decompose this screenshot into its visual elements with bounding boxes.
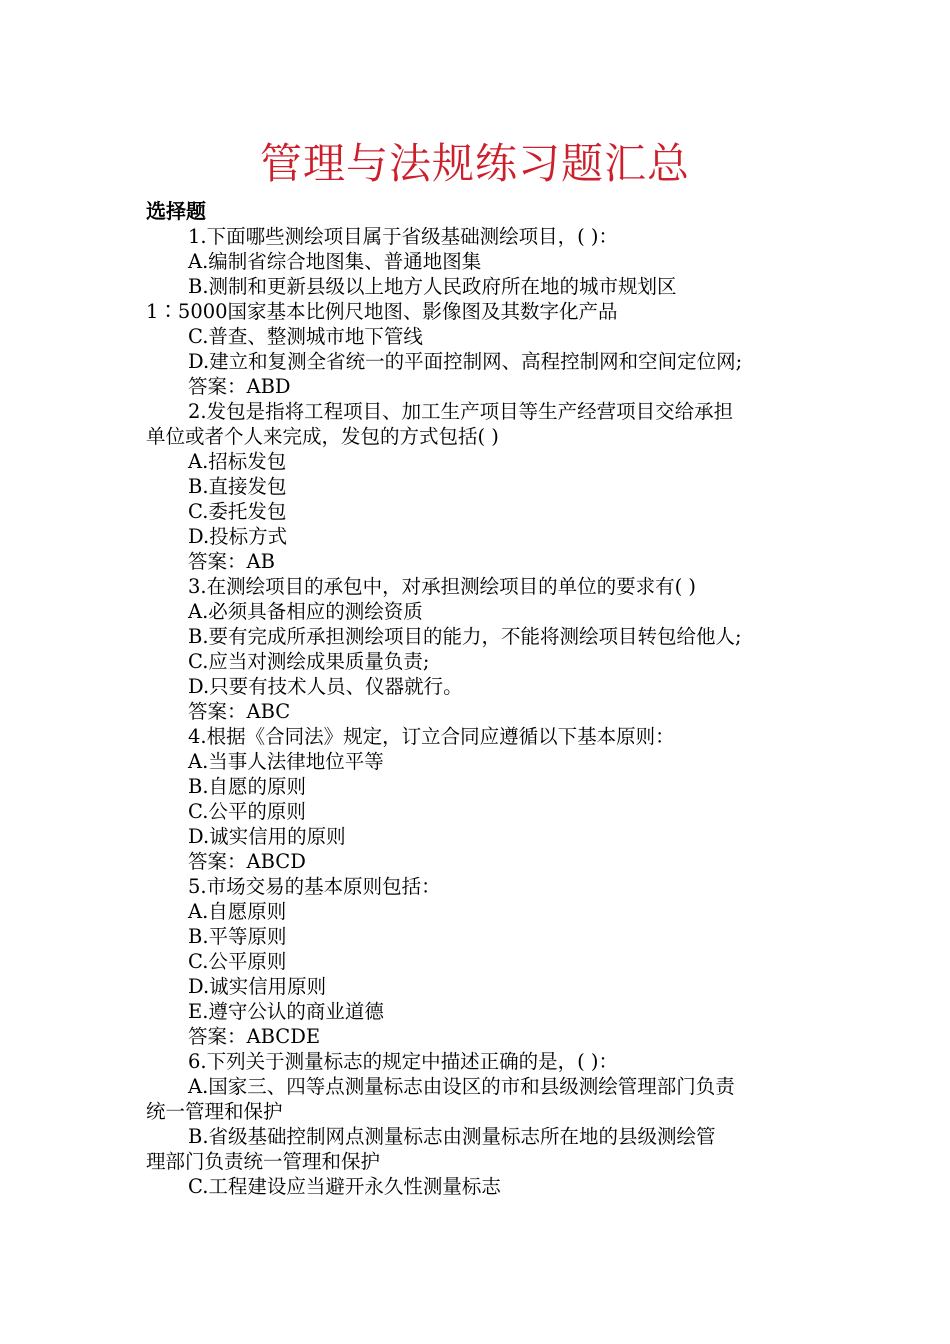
text-line: C.委托发包 [188,500,287,523]
document-body [146,224,826,1199]
document-title: 管理与法规练习题汇总 [259,139,690,188]
text-line: 答案：ABD [188,375,291,398]
text-line: D.诚实信用原则 [188,975,327,998]
text-line: A.当事人法律地位平等 [188,750,384,773]
text-line: 答案：ABCD [188,850,306,873]
text-line: 2.发包是指将工程项目、加工生产项目等生产经营项目交给承担 [188,400,734,423]
text-line: 统一管理和保护 [146,1100,283,1123]
text-line: D.只要有技术人员、仪器就行。 [188,675,463,698]
text-line: 6.下列关于测量标志的规定中描述正确的是，( )： [188,1050,619,1073]
text-line: A.国家三、四等点测量标志由设区的市和县级测绘管理部门负责 [188,1075,735,1098]
text-line: B.直接发包 [188,475,287,498]
text-line: D.建立和复测全省统一的平面控制网、高程控制网和空间定位网; [188,350,743,373]
text-line: 4.根据《合同法》规定，订立合同应遵循以下基本原则： [188,725,675,748]
text-line: 5.市场交易的基本原则包括： [188,875,441,898]
text-line: C.应当对测绘成果质量负责; [188,650,430,673]
text-line: 单位或者个人来完成，发包的方式包括( ) [146,425,499,448]
text-line: A.自愿原则 [188,900,287,923]
text-line: C.公平的原则 [188,800,306,823]
text-line: B.要有完成所承担测绘项目的能力，不能将测绘项目转包给他人; [188,625,742,648]
text-line: 答案：ABC [188,700,291,723]
text-line: 1.下面哪些测绘项目属于省级基础测绘项目，( )： [188,225,619,248]
text-line: B.自愿的原则 [188,775,307,798]
text-line: A.编制省综合地图集、普通地图集 [188,250,482,273]
text-line: A.招标发包 [188,450,287,473]
text-line: D.投标方式 [188,525,288,548]
text-line: B.测制和更新县级以上地方人民政府所在地的城市规划区 [188,275,677,298]
text-line: B.省级基础控制网点测量标志由测量标志所在地的县级测绘管 [188,1125,716,1148]
text-line: D.诚实信用的原则 [188,825,346,848]
text-line: 3.在测绘项目的承包中，对承担测绘项目的单位的要求有( ) [188,575,697,598]
section-heading: 选择题 [146,199,206,223]
text-line: 理部门负责统一管理和保护 [146,1150,381,1173]
text-line: C.工程建设应当避开永久性测量标志 [188,1175,501,1198]
text-line: 1∶5000国家基本比例尺地图、影像图及其数字化产品 [146,300,618,323]
text-line: 答案：AB [188,550,275,573]
text-line: B.平等原则 [188,925,287,948]
text-line: C.公平原则 [188,950,287,973]
text-line: A.必须具备相应的测绘资质 [188,600,423,623]
text-line: C.普查、整测城市地下管线 [188,325,423,348]
text-line: E.遵守公认的商业道德 [188,1000,384,1023]
text-line: 答案：ABCDE [188,1025,321,1048]
